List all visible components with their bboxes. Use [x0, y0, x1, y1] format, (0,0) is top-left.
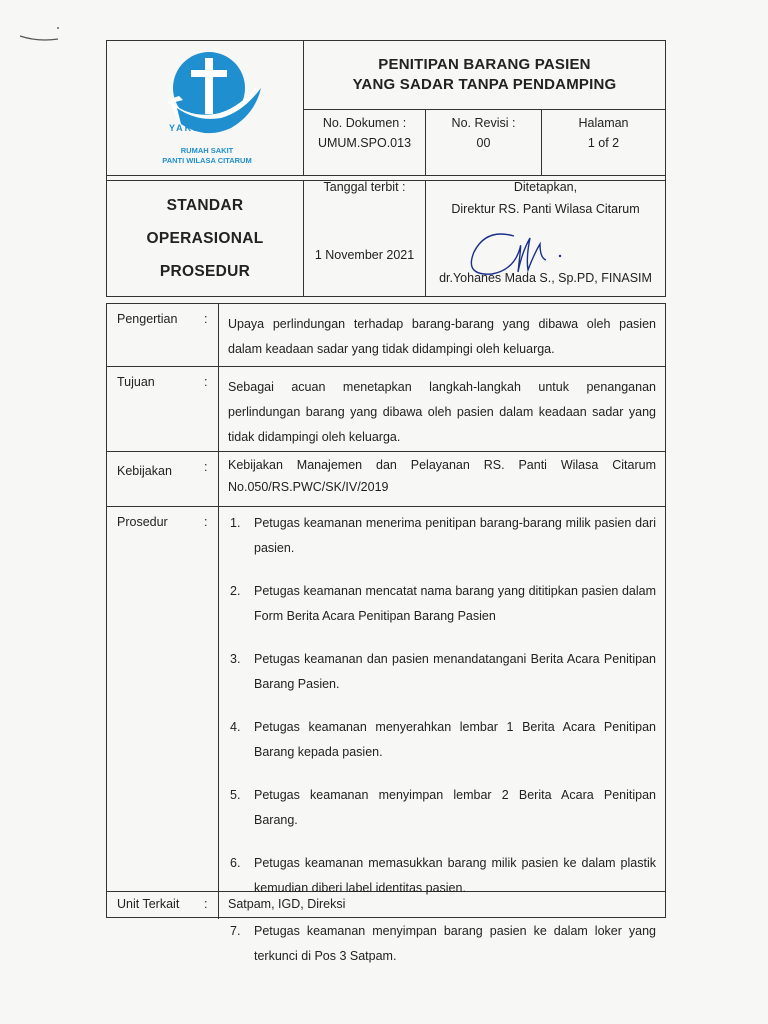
brand-yakkum: YAKKUM — [169, 123, 220, 133]
doc-number-value: UMUM.SPO.013 — [317, 136, 412, 150]
brand-line2: PANTI WILASA CITARUM — [162, 156, 252, 165]
step-text: Petugas keamanan menyimpan lembar 2 Berita Acara Penitipan Barang. — [254, 788, 656, 827]
header-divider — [107, 175, 665, 176]
page-label: Halaman — [578, 116, 629, 130]
column-divider — [218, 452, 219, 506]
step-number: 7. — [230, 924, 241, 938]
row-pengertian — [107, 304, 665, 367]
title-line1: PENITIPAN BARANG PASIEN — [378, 56, 591, 73]
issue-date-cell — [304, 180, 426, 296]
column-divider — [218, 892, 219, 919]
revision-cell — [426, 110, 542, 175]
issue-date-label: Tanggal terbit : — [323, 180, 406, 194]
step-number: 4. — [230, 720, 241, 734]
procedure-step — [228, 647, 656, 697]
step-number: 1. — [230, 516, 241, 530]
sop-line2: OPERASIONAL — [146, 229, 264, 247]
document-header — [106, 40, 666, 297]
sop-line3: PROSEDUR — [159, 262, 251, 280]
unit-terkait-label: Unit Terkait — [117, 897, 180, 911]
doc-number-label: No. Dokumen : — [322, 116, 407, 130]
column-divider — [218, 367, 219, 451]
document-title — [304, 41, 665, 110]
approval-cell — [426, 180, 665, 296]
column-divider — [218, 304, 219, 366]
procedure-step — [228, 919, 656, 969]
column-divider — [218, 507, 219, 891]
meta-row — [304, 110, 665, 175]
approver-title: Direktur RS. Panti Wilasa Citarum — [451, 202, 640, 216]
colon: : — [204, 312, 208, 326]
prosedur-label: Prosedur — [117, 515, 168, 529]
step-text: Petugas keamanan menerima penitipan barang-barang milik pasien dari pasien. — [254, 516, 656, 555]
kebijakan-label: Kebijakan — [117, 464, 172, 478]
approved-label: Ditetapkan, — [513, 180, 578, 194]
brand-line1: RUMAH SAKIT — [180, 146, 234, 155]
row-tujuan — [107, 367, 665, 452]
step-text: Petugas keamanan mencatat nama barang yang dititipkan pasien dalam Form Berita Acara Penitipan Barang Pasien — [254, 584, 656, 623]
issue-date-value: 1 November 2021 — [314, 248, 415, 262]
logo-cell — [107, 41, 304, 175]
tujuan-label: Tujuan — [117, 375, 155, 389]
step-number: 3. — [230, 652, 241, 666]
step-text: Petugas keamanan menyerahkan lembar 1 Berita Acara Penitipan Barang kepada pasien. — [254, 720, 656, 759]
step-text: Petugas keamanan memasukkan barang milik pasien ke dalam plastik kemudian diberi label identitas pasien. — [254, 856, 656, 895]
tujuan-text: Sebagai acuan menetapkan langkah-langkah untuk penanganan perlindungan barang yang dibawa oleh pasien dalam keadaan sadar yang tidak didampingi oleh keluarga. — [228, 380, 656, 444]
cross-icon — [205, 58, 213, 114]
doc-number-cell — [304, 110, 426, 175]
colon: : — [204, 515, 208, 529]
page-cell — [542, 110, 665, 175]
unit-terkait-text: Satpam, IGD, Direksi — [228, 897, 346, 911]
pengertian-label: Pengertian — [117, 312, 178, 326]
step-number: 6. — [230, 856, 241, 870]
title-line2: YANG SADAR TANPA PENDAMPING — [352, 76, 617, 93]
procedure-step — [228, 715, 656, 765]
colon: : — [204, 460, 208, 474]
step-text: Petugas keamanan dan pasien menandatangani Berita Acara Penitipan Barang Pasien. — [254, 652, 656, 691]
kebijakan-text: Kebijakan Manajemen dan Pelayanan RS. Panti Wilasa Citarum No.050/RS.PWC/SK/IV/2019 — [228, 458, 656, 494]
step-number: 5. — [230, 788, 241, 802]
revision-value: 00 — [476, 136, 491, 150]
step-number: 2. — [230, 584, 241, 598]
colon: : — [204, 375, 208, 389]
row-kebijakan — [107, 452, 665, 507]
row-unit-terkait — [107, 892, 665, 919]
pengertian-text: Upaya perlindungan terhadap barang-barang yang dibawa oleh pasien dalam keadaan sadar yang tidak didampingi oleh keluarga. — [228, 317, 656, 356]
procedure-step — [228, 511, 656, 561]
sop-content-table — [106, 303, 666, 963]
approver-name: dr.Yohanes Mada S., Sp.PD, FINASIM — [439, 271, 652, 285]
scan-mark — [14, 22, 62, 48]
procedure-step — [228, 783, 656, 833]
page-value: 1 of 2 — [587, 136, 620, 150]
sop-line1: STANDAR — [166, 196, 244, 214]
procedure-step — [228, 579, 656, 629]
step-text: Petugas keamanan menyimpan barang pasien ke dalam loker yang terkunci di Pos 3 Satpam. — [254, 924, 656, 963]
revision-label: No. Revisi : — [451, 116, 516, 130]
sop-label — [107, 180, 304, 296]
colon: : — [204, 897, 208, 911]
